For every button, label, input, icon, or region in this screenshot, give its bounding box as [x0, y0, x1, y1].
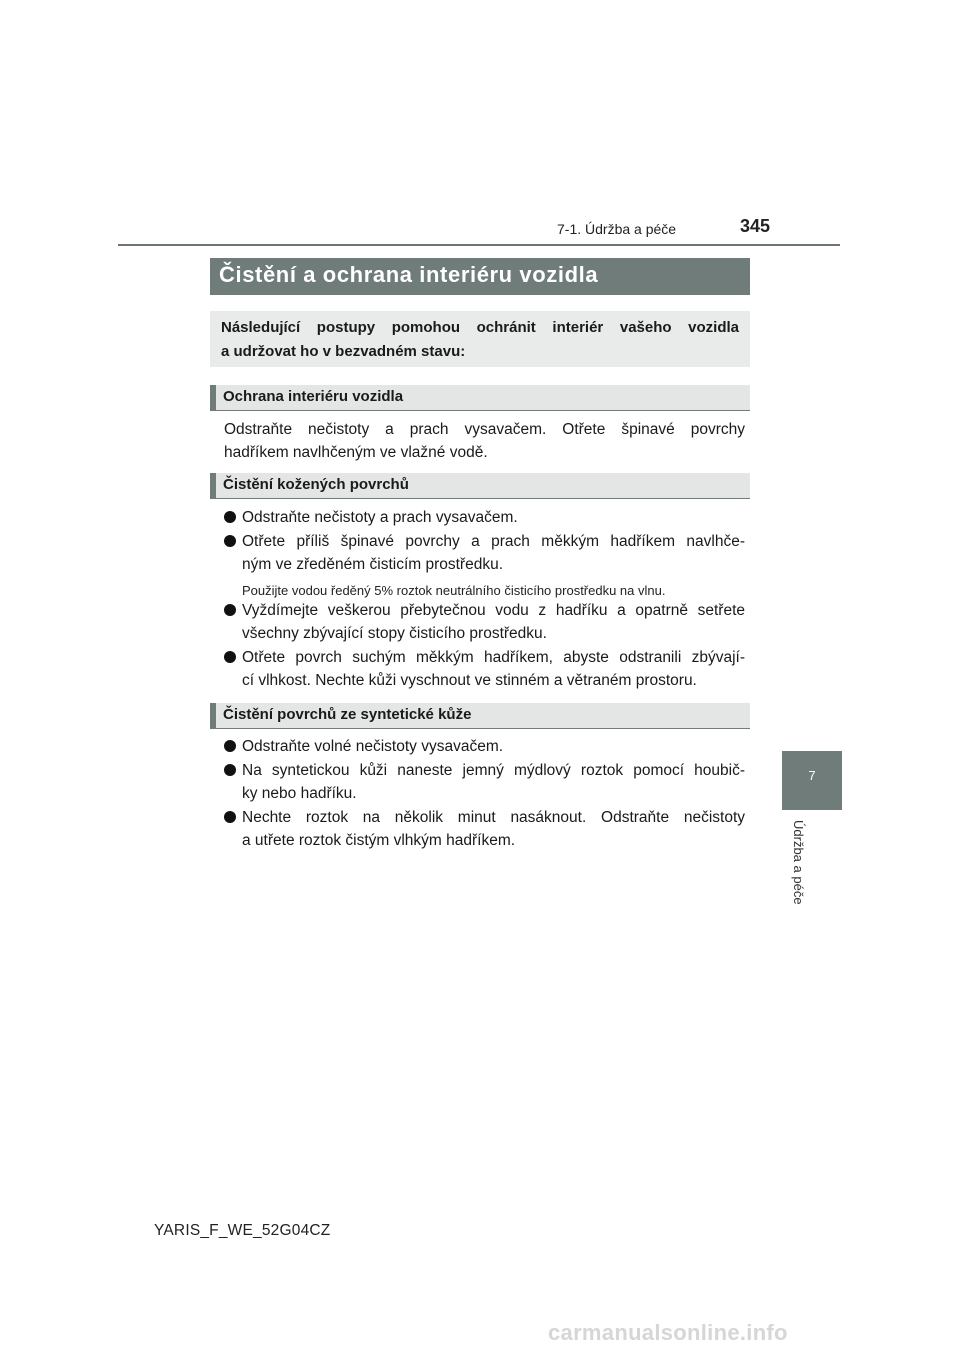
bullet-icon — [224, 651, 236, 663]
list-item — [224, 735, 745, 758]
list-item-text — [242, 759, 745, 805]
list-item-line: ky nebo hadříku. — [242, 785, 357, 802]
header-section-title: 7-1. Údržba a péče — [557, 221, 677, 237]
list-item — [224, 506, 745, 529]
list-item-line: Otřete povrch suchým měkkým hadříkem, abyste odstranili zbývají- — [242, 649, 745, 666]
page-number: 345 — [740, 216, 771, 236]
list-item-text — [242, 646, 745, 692]
chapter-tab: 7 — [782, 751, 842, 810]
list-item-text: Odstraňte volné nečistoty vysavačem. — [242, 738, 504, 755]
section-heading-interior-protection: Ochrana interiéru vozidla — [210, 385, 750, 411]
list-item-line: cí vlhkost. Nechte kůži vyschnout ve stinném a větraném prostoru. — [242, 672, 697, 689]
list-item-line: a utřete roztok čistým vlhkým hadříkem. — [242, 832, 516, 849]
bullet-icon — [224, 740, 236, 752]
page-title: Čistění a ochrana interiéru vozidla — [210, 258, 750, 295]
paragraph-line: Odstraňte nečistoty a prach vysavačem. Otřete špinavé povrchy — [224, 421, 745, 438]
header-divider — [118, 244, 840, 246]
document-code: YARIS_F_WE_52G04CZ — [154, 1222, 331, 1239]
section-heading-leather: Čistění kožených povrchů — [210, 473, 750, 499]
list-item — [224, 759, 745, 805]
watermark: carmanualsonline.info — [548, 1320, 788, 1345]
list-item-text — [242, 530, 745, 576]
list-item — [224, 599, 745, 645]
list-item-line: Na syntetickou kůži naneste jemný mýdlový roztok pomocí houbič- — [242, 762, 745, 779]
intro-box — [210, 311, 750, 367]
bullet-icon — [224, 604, 236, 616]
list-item — [224, 530, 745, 576]
list-item-line: Nechte roztok na několik minut nasáknout. Odstraňte nečistoty — [242, 809, 745, 826]
bullet-icon — [224, 811, 236, 823]
bullet-icon — [224, 535, 236, 547]
chapter-label: Údržba a péče — [791, 820, 806, 905]
list-item-line: všechny zbývající stopy čisticího prostředku. — [242, 625, 547, 642]
list-item — [224, 646, 745, 692]
list-item-line: ným ve zředěném čisticím prostředku. — [242, 556, 504, 573]
list-item-text — [242, 599, 745, 645]
list-item — [224, 806, 745, 852]
intro-line: Následující postupy pomohou ochránit interiér vašeho vozidla — [221, 319, 739, 336]
section-paragraph — [224, 418, 745, 464]
note-text: Použijte vodou ředěný 5% roztok neutrálního čisticího prostředku na vlnu. — [242, 583, 666, 598]
list-item-line: Otřete příliš špinavé povrchy a prach měkkým hadříkem navlhče- — [242, 533, 745, 550]
intro-line: a udržovat ho v bezvadném stavu: — [221, 343, 466, 360]
paragraph-line: hadříkem navlhčeným ve vlažné vodě. — [224, 444, 488, 461]
bullet-icon — [224, 511, 236, 523]
list-item-text — [242, 806, 745, 852]
list-item-text: Odstraňte nečistoty a prach vysavačem. — [242, 509, 518, 526]
list-item-line: Vyždímejte veškerou přebytečnou vodu z hadříku a opatrně setřete — [242, 602, 745, 619]
section-heading-synthetic-leather: Čistění povrchů ze syntetické kůže — [210, 703, 750, 729]
bullet-icon — [224, 764, 236, 776]
